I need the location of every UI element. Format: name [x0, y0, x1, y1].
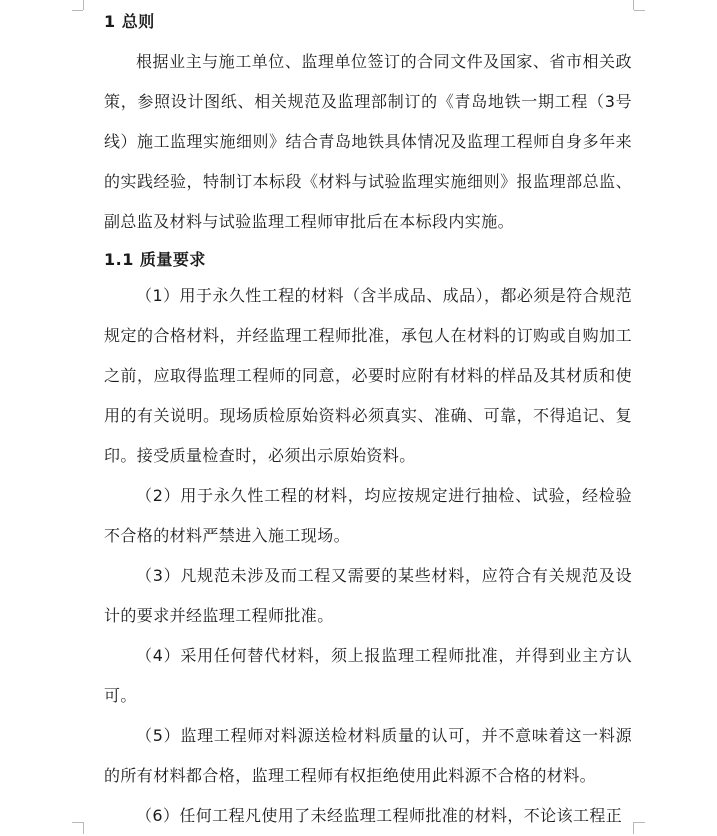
- requirement-item-4: （4）采用任何替代材料，须上报监理工程师批准，并得到业主方认可。: [104, 646, 632, 705]
- crop-mark: [83, 822, 84, 834]
- requirement-item-5: （5）监理工程师对料源送检材料质量的认可，并不意味着这一料源的所有材料都合格，监理工程师有权拒绝使用此料源不合格的材料。: [104, 726, 632, 785]
- document-body: [104, 6, 632, 836]
- crop-mark: [633, 0, 634, 10]
- crop-mark: [72, 10, 83, 11]
- requirement-item-2: （2）用于永久性工程的材料，均应按规定进行抽检、试验，经检验不合格的材料严禁进入施工现场。: [104, 486, 632, 545]
- crop-mark: [633, 822, 634, 834]
- crop-mark: [72, 822, 83, 823]
- crop-mark: [83, 0, 84, 10]
- subsection-heading: 1.1 质量要求: [104, 250, 206, 269]
- crop-mark: [634, 822, 645, 823]
- crop-mark: [634, 10, 645, 11]
- requirement-item-1: （1）用于永久性工程的材料（含半成品、成品），都必须是符合规范规定的合格材料，并经监理工程师批准，承包人在材料的订购或自购加工之前，应取得监理工程师的同意，必要时应附有材料的样品及其材质和使用的有关说明。现场质检原始资料必须真实、准确、可靠，不得追记、复印。接受质量检查时，必须出示原始资料。: [104, 286, 632, 465]
- section-heading: 1 总则: [104, 12, 155, 31]
- requirement-item-6: （6）任何工程凡使用了未经监理工程师批准的材料，不论该工程正: [136, 806, 623, 825]
- intro-paragraph: 根据业主与施工单位、监理单位签订的合同文件及国家、省市相关政策，参照设计图纸、相关规范及监理部制订的《青岛地铁一期工程（3号线）施工监理实施细则》结合青岛地铁具体情况及监理工程师自身多年来的实践经验，特制订本标段《材料与试验监理实施细则》报监理部总监、副总监及材料与试验监理工程师审批后在本标段内实施。: [104, 52, 632, 231]
- requirement-item-3: （3）凡规范未涉及而工程又需要的某些材料，应符合有关规范及设计的要求并经监理工程师批准。: [104, 566, 632, 625]
